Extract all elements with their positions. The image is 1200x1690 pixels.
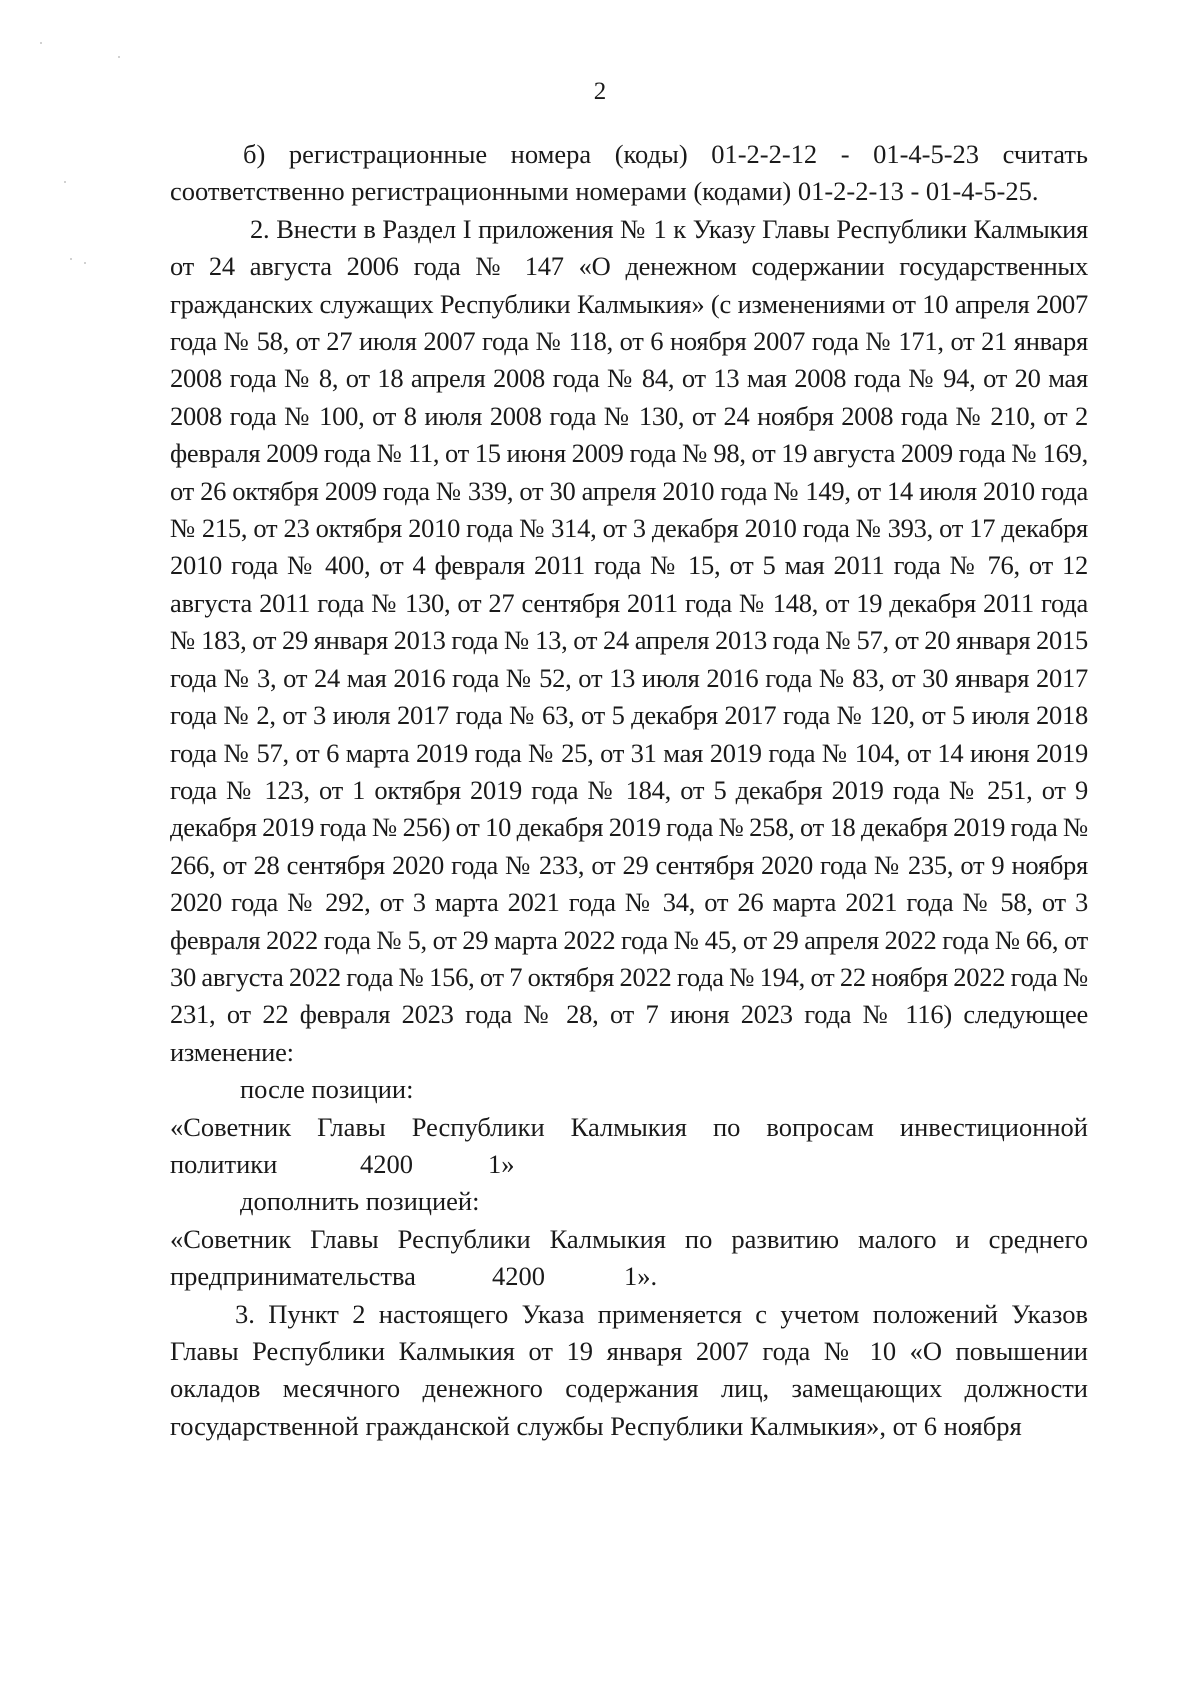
new-position-title-end: предпринимательства xyxy=(170,1261,416,1292)
new-position-line xyxy=(170,1258,1088,1295)
existing-position-count: 1» xyxy=(488,1148,515,1179)
existing-position-salary: 4200 xyxy=(360,1148,413,1179)
page-number: 2 xyxy=(593,78,607,105)
new-position-salary: 4200 xyxy=(492,1261,545,1292)
paragraph-3: 3. Пункт 2 настоящего Указа применяется с учетом положений Указов Главы Республики Калмыкия от 19 января 2007 года № 10 «О повышении окладов месячного денежного содержания лиц, замещающих должности государственной гражданской службы Республики Калмыкия», от 6 ноября xyxy=(170,1298,1088,1441)
new-position xyxy=(170,1221,1088,1296)
after-position-label: после позиции: xyxy=(240,1074,414,1105)
document-body xyxy=(170,136,1088,1445)
existing-position-title-end: политики xyxy=(170,1148,278,1179)
add-position-label: дополнить позицией: xyxy=(240,1186,480,1217)
new-position-count: 1». xyxy=(624,1261,658,1292)
paragraph-2: 2. Внести в Раздел I приложения № 1 к Указу Главы Республики Калмыкия от 24 августа 2006 года № 147 «О денежном содержании государственных гражданских служащих Республики Калмыкия» (с изменениями от 10 апреля 2007 года № 58, от 27 июля 2007 года № 118, от 6 ноября 2007 года № 171, от 21 января 2008 года № 8, от 18 апреля 2008 года № 84, от 13 мая 2008 года № 94, от 20 мая 2008 года № 100, от 8 июля 2008 года № 130, от 24 ноября 2008 года № 210, от 2 февраля 2009 года № 11, от 15 июня 2009 года № 98, от 19 августа 2009 года № 169, от 26 октября 2009 года № 339, от 30 апреля 2010 года № 149, от 14 июля 2010 года № 215, от 23 октября 2010 года № 314, от 3 декабря 2010 года № 393, от 17 декабря 2010 года № 400, от 4 февраля 2011 года № 15, от 5 мая 2011 года № 76, от 12 августа 2011 года № 130, от 27 сентября 2011 года № 148, от 19 декабря 2011 года № 183, от 29 января 2013 года № 13, от 24 апреля 2013 года № 57, от 20 января 2015 года № 3, от 24 мая 2016 года № 52, от 13 июля 2016 года № 83, от 30 января 2017 года № 2, от 3 июля 2017 года № 63, от 5 декабря 2017 года № 120, от 5 июля 2018 года № 57, от 6 марта 2019 года № 25, от 31 мая 2019 года № 104, от 14 июня 2019 года № 123, от 1 октября 2019 года № 184, от 5 декабря 2019 года № 251, от 9 декабря 2019 года № 256) от 10 декабря 2019 года № 258, от 18 декабря 2019 года № 266, от 28 сентября 2020 года № 233, от 29 сентября 2020 года № 235, от 9 ноября 2020 года № 292, от 3 марта 2021 года № 34, от 26 марта 2021 года № 58, от 3 февраля 2022 года № 5, от 29 марта 2022 года № 45, от 29 апреля 2022 года № 66, от 30 августа 2022 года № 156, от 7 октября 2022 года № 194, от 22 ноября 2022 года № 231, от 22 февраля 2023 года № 28, от 7 июня 2023 года № 116) следующее изменение: xyxy=(170,213,1088,1067)
paragraph-b: б) регистрационные номера (коды) 01-2-2-12 - 01-4-5-23 считать соответственно регистрационными номерами (кодами) 01-2-2-13 - 01-4-5-25. xyxy=(170,139,1088,207)
existing-position-title: «Советник Главы Республики Калмыкия по вопросам инвестиционной xyxy=(170,1111,1088,1142)
existing-position-line xyxy=(170,1146,1088,1183)
new-position-title: «Советник Главы Республики Калмыкия по развитию малого и среднего xyxy=(170,1223,1088,1254)
existing-position xyxy=(170,1109,1088,1184)
